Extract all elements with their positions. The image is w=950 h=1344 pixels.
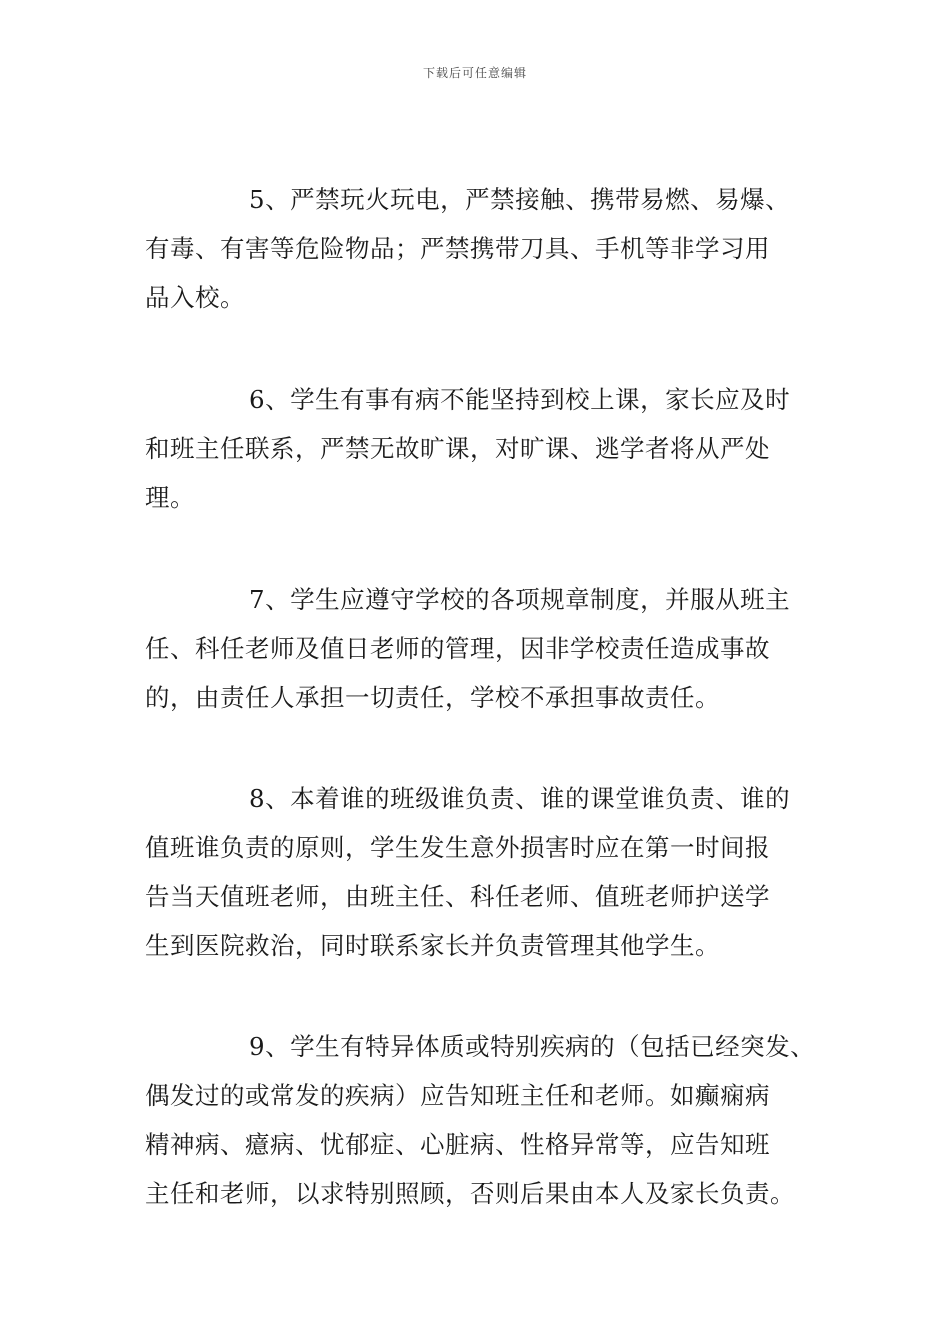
paragraph-line: 告当天值班老师，由班主任、科任老师、值班老师护送学 <box>145 882 770 911</box>
paragraph-line: 6、学生有事有病不能坚持到校上课，家长应及时 <box>249 385 791 414</box>
paragraph-item-9 <box>145 1022 835 1218</box>
paragraph-line: 生到医院救治，同时联系家长并负责管理其他学生。 <box>145 931 720 960</box>
paragraph-line: 偶发过的或常发的疾病）应告知班主任和老师。如癫痫病 <box>145 1081 770 1110</box>
page-header: 下载后可任意编辑 <box>422 66 527 80</box>
paragraph-line: 有毒、有害等危险物品；严禁携带刀具、手机等非学习用 <box>145 234 770 263</box>
paragraph-line: 理。 <box>145 483 195 512</box>
paragraph-item-7 <box>145 575 835 722</box>
paragraph-line: 值班谁负责的原则，学生发生意外损害时应在第一时间报 <box>145 833 770 862</box>
paragraph-line: 7、学生应遵守学校的各项规章制度，并服从班主 <box>249 585 791 614</box>
paragraph-line: 5、严禁玩火玩电，严禁接触、携带易燃、易爆、 <box>249 185 791 214</box>
paragraph-item-8 <box>145 774 835 970</box>
paragraph-line: 品入校。 <box>145 283 245 312</box>
paragraph-line: 和班主任联系，严禁无故旷课，对旷课、逃学者将从严处 <box>145 434 770 463</box>
paragraph-line: 精神病、癔病、忧郁症、心脏病、性格异常等，应告知班 <box>145 1130 770 1159</box>
paragraph-line: 9、学生有特异体质或特别疾病的（包括已经突发、 <box>249 1032 816 1061</box>
paragraph-line: 任、科任老师及值日老师的管理，因非学校责任造成事故 <box>145 634 770 663</box>
paragraph-line: 的，由责任人承担一切责任，学校不承担事故责任。 <box>145 683 720 712</box>
paragraph-line: 8、本着谁的班级谁负责、谁的课堂谁负责、谁的 <box>249 784 791 813</box>
paragraph-item-6 <box>145 375 835 522</box>
paragraph-line: 主任和老师，以求特别照顾，否则后果由本人及家长负责。 <box>145 1179 795 1208</box>
paragraph-item-5 <box>145 175 835 322</box>
